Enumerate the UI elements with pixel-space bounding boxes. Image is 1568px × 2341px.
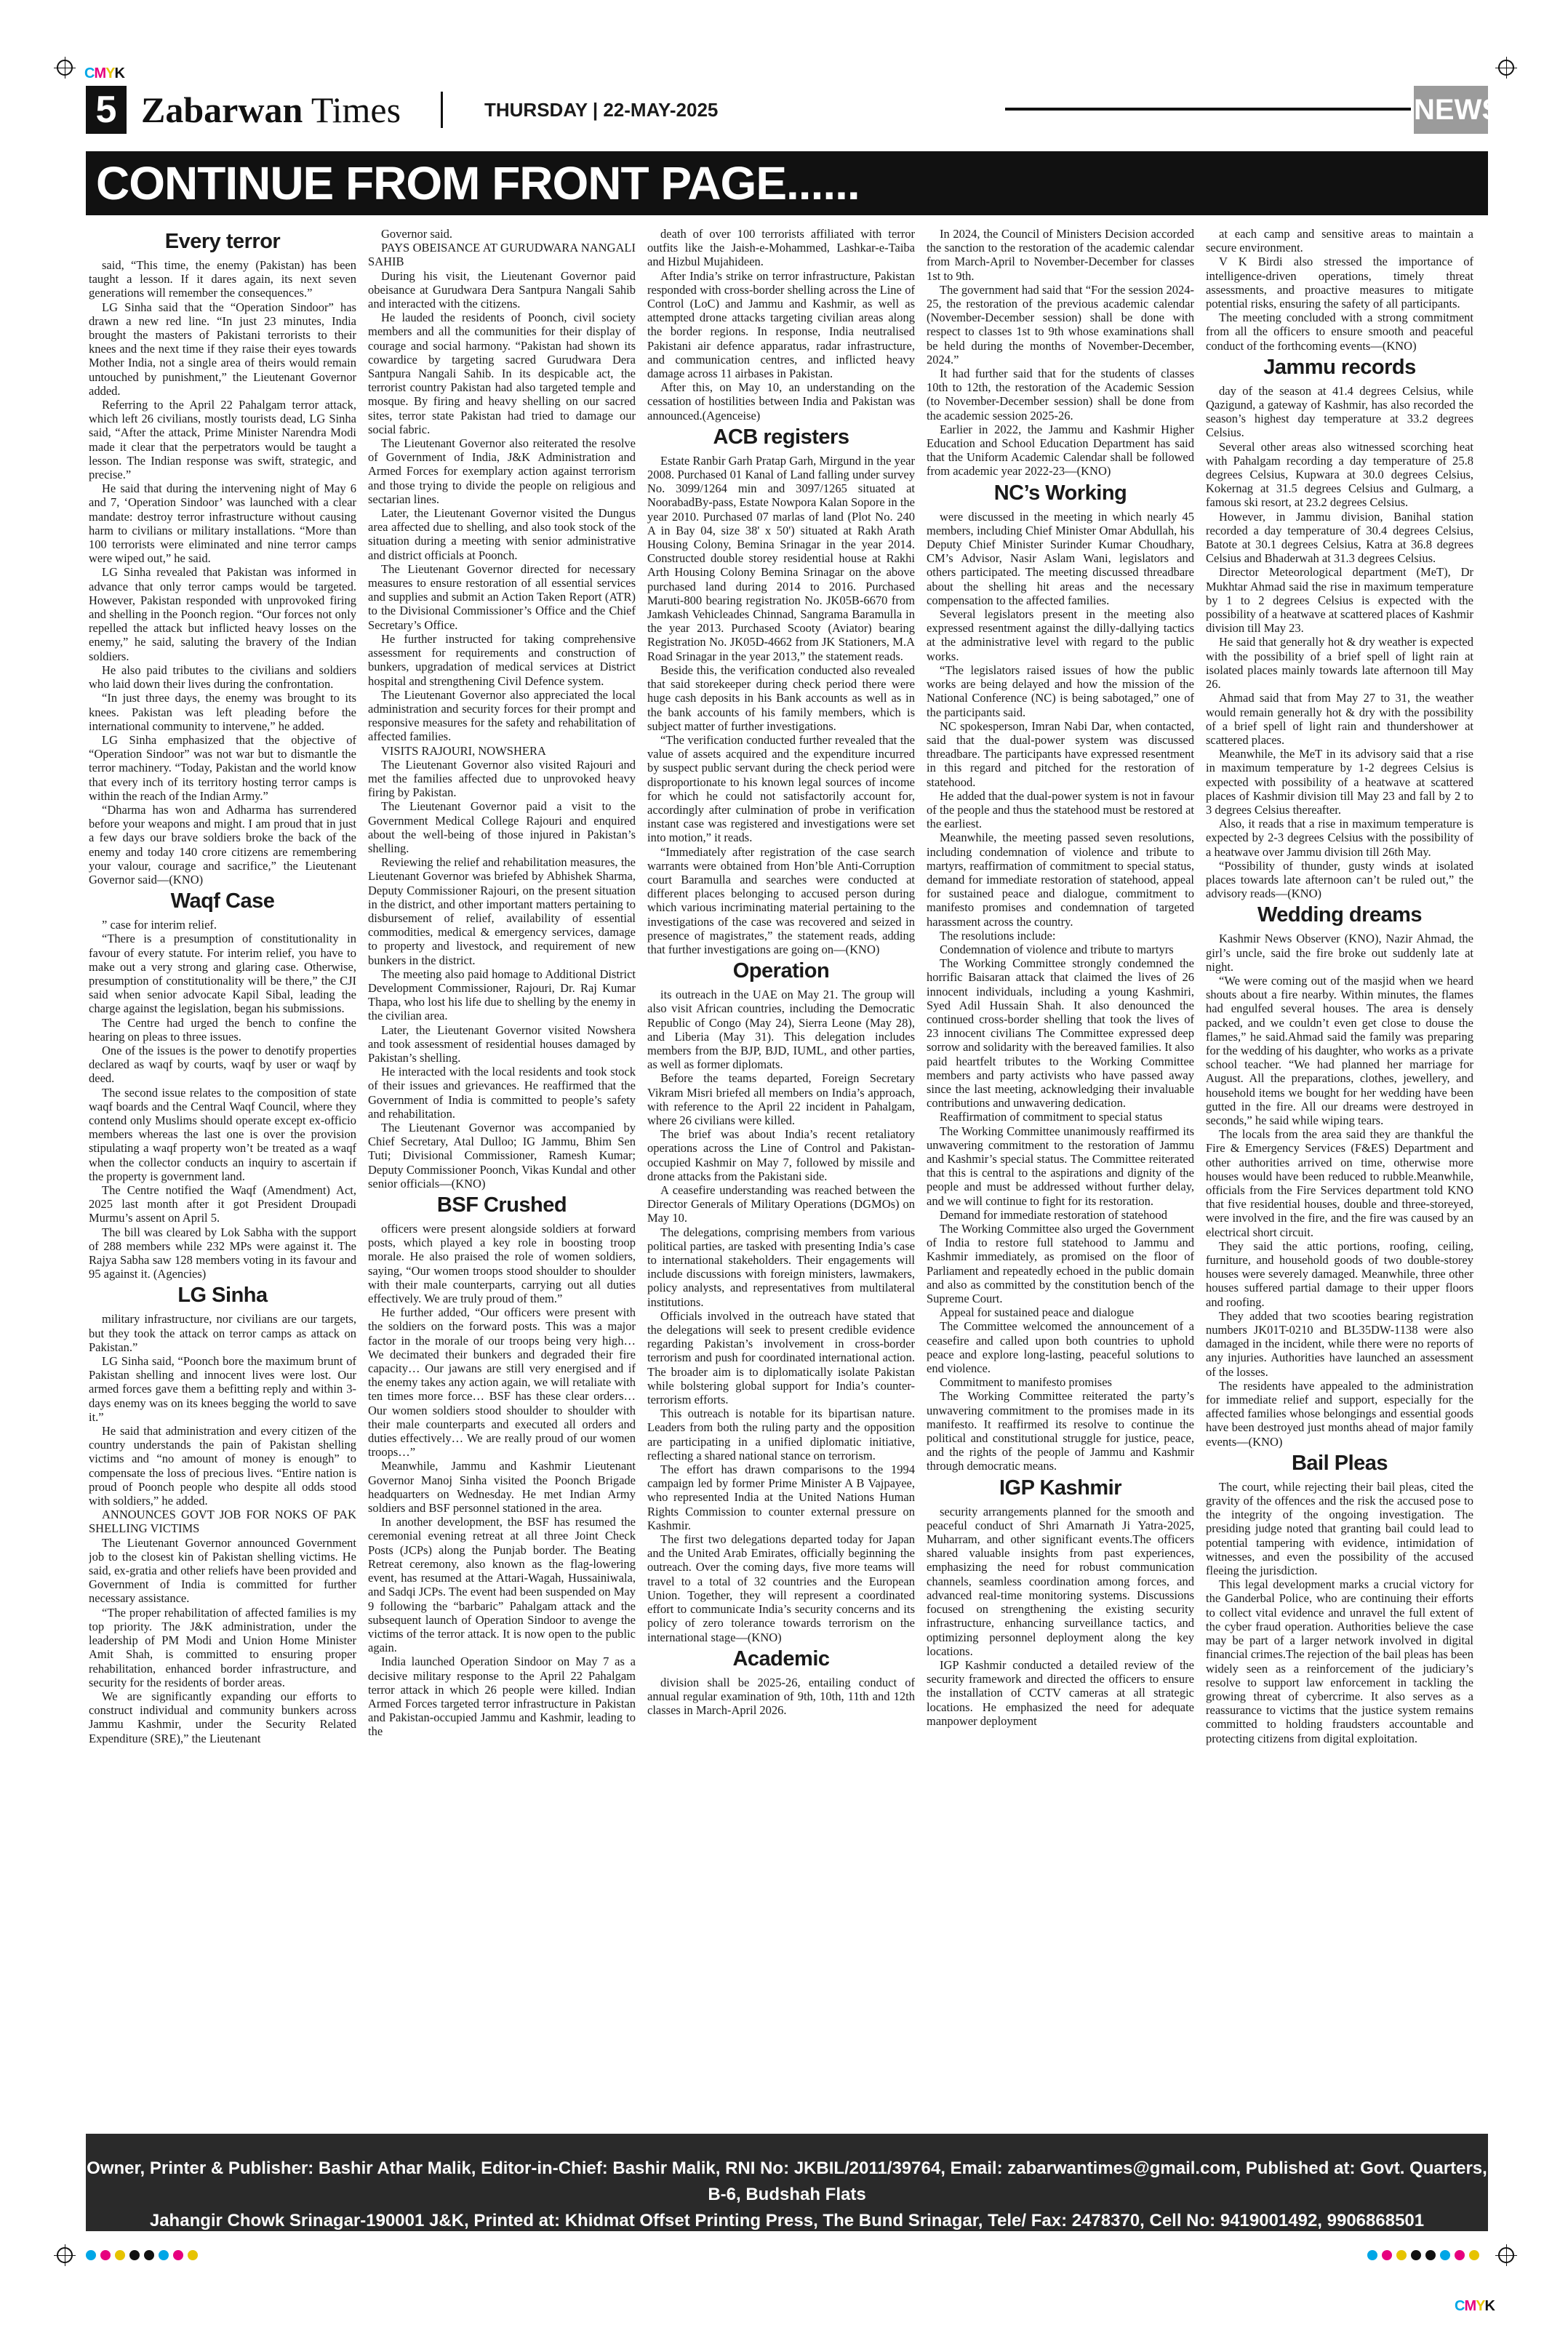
- article-paragraph: Demand for immediate restoration of statehood: [940, 1207, 1167, 1222]
- article-paragraph: India launched Operation Sindoor on May 7 as a decisive military response to the April 22 Pahalgam terror attack in which 26 people were killed. Indian Armed Forces targeted terror infrastructure in Pakistan and Pakistan-occupied Jammu and Kashmir, leading to the: [368, 1654, 636, 1739]
- article-paragraph: During his visit, the Lieutenant Governor paid obeisance at Gurudwara Dera Santpura Nangali Sahib and interacted with the citizens.: [368, 268, 636, 311]
- color-swatch: [100, 2250, 111, 2260]
- paper-name: Zabarwan Times: [141, 89, 401, 130]
- article-heading: IGP Kashmir: [999, 1476, 1122, 1500]
- article-paragraph: He further added, “Our officers were present with the soldiers on the forward posts. This was a major factor in the morale of our troops being very high… We decimated their bunkers and degraded their fire capacity… Our jawans are still very energised and if the enemy takes any action again, we will retaliate with ten times more force… BSF has these clear orders… Our women soldiers stood shoulder to shoulder with their male counterparts and executed all orders and duties effectively… We are really proud of our women troops…”: [368, 1305, 636, 1460]
- article-paragraph: The Lieutenant Governor paid a visit to the Government Medical College Rajouri and enquired about the well-being of those injured in Pakistan’s shelling.: [368, 799, 636, 855]
- article-heading: Operation: [732, 959, 830, 983]
- article-paragraph: “We were coming out of the masjid when we heard shouts about a fire nearby. Within minutes, the flames had engulfed several houses. The area is densely packed, and we couldn’t even get close to douse the flames,” he said.Ahmad said the family was preparing for the wedding of his daughter, who works as a private school teacher. “We had planned her marriage for August. All the preparations, clothes, jewellery, and household items we bought for her wedding have been gutted in the fire. All our dreams were destroyed in seconds,” he said while wiping tears.: [1206, 973, 1473, 1127]
- issue-date: 22-MAY-2025: [603, 99, 719, 121]
- article-paragraph: He said that administration and every citizen of the country understands the pain of Pakistan shelling victims and “no amount of money is enough” to compensate the loss of precious lives. “Entire nation is proud of Poonch people who despite all odds stood with soldiers,” he added.: [89, 1424, 356, 1508]
- article-paragraph: “The verification conducted further revealed that the value of assets acquired and the expenditure incurred by suspect public servant during the check period were disproportionate to his known legal sources of income for which he could not satisfactorily account for, accordingly after culmination of probe in verification instant case was registered and investigations were set into motion,” it reads.: [647, 732, 915, 845]
- article-paragraph: After India’s strike on terror infrastructure, Pakistan responded with cross-border shelling across the Line of Control (LoC) and Jammu and Kashmir, as well as attempted drone attacks targeting civilian areas along the border regions. In response, India neutralised Pakistani air defence apparatus, radar infrastructure, and communication centres, and inflicted heavy damage across 11 airbases in Pakistan.: [647, 268, 915, 381]
- article-paragraph: Governor said.: [381, 227, 453, 241]
- column-2: [368, 227, 636, 2124]
- article-paragraph: The bill was cleared by Lok Sabha with the support of 288 members while 232 MPs were against it. The Rajya Sabha saw 128 members voting in its favour and 95 against it. (Agencies): [89, 1225, 356, 1281]
- article-heading: Every terror: [164, 230, 281, 253]
- article-paragraph: The Lieutenant Governor also visited Rajouri and met the families affected due to unprovoked heavy firing by Pakistan.: [368, 757, 636, 800]
- article-paragraph: Later, the Lieutenant Governor visited Nowshera and took assessment of residential houses damaged by Pakistan’s shelling.: [368, 1023, 636, 1065]
- article-paragraph: He added that the dual-power system is not in favour of the people and thus the statehood must be restored at the earliest.: [927, 788, 1194, 831]
- article-paragraph: were discussed in the meeting in which nearly 45 members, including Chief Minister Omar Abdullah, his Deputy Chief Minister Surinder Kumar Choudhary, CM’s Advisor, Nasir Aslam Wani, legislators and others participated. The meeting discussed threadbare about the shelling hit areas and the necessary compensation to the affected families.: [927, 509, 1194, 607]
- article-paragraph: Appeal for sustained peace and dialogue: [940, 1305, 1135, 1320]
- article-paragraph: The Working Committee also urged the Government of India to restore full statehood to Jammu and Kashmir immediately, as promised on the floor of Parliament and repeatedly echoed in the public domain and also as committed by the constitution bench of the Supreme Court.: [927, 1222, 1194, 1306]
- article-paragraph: The court, while rejecting their bail pleas, cited the gravity of the offences and the risk the accused pose to the integrity of the ongoing investigation. The presiding judge noted that granting bail could lead to potential tampering with evidence, intimidation of witnesses, and even the possibility of the accused fleeing the jurisdiction.: [1206, 1479, 1473, 1578]
- article-heading: BSF Crushed: [436, 1193, 567, 1217]
- color-swatch: [129, 2250, 140, 2260]
- color-swatch: [1455, 2250, 1465, 2260]
- article-paragraph: Beside this, the verification conducted also revealed that said storekeeper during check period there were huge cash deposits in his Bank accounts as well as in the bank accounts of his family members, which is subject matter of further investigations.: [647, 663, 915, 733]
- page-number: 5: [86, 86, 127, 134]
- article-paragraph: Condemnation of violence and tribute to martyrs: [940, 942, 1174, 956]
- article-paragraph: Later, the Lieutenant Governor visited the Dungus area affected due to shelling, and also took stock of the situation during a meeting with senior administrative and district officials at Poonch.: [368, 506, 636, 562]
- registration-mark-icon: [57, 2247, 73, 2263]
- article-paragraph: military infrastructure, nor civilians are our targets, but they took the attack on terror camps as attack on Pakistan.”: [89, 1312, 356, 1354]
- registration-mark-icon: [1498, 60, 1514, 76]
- article-paragraph: The second issue relates to the composition of state waqf boards and the Central Waqf Council, where they contend only Muslims should operate except ex-officio members whereas the last one is over the provision stipulating a waqf property won’t be treated as a waqf when the collector conducts an inquiry to ascertain if the property is government land.: [89, 1085, 356, 1183]
- article-paragraph: The Working Committee reiterated the party’s unwavering commitment to the promises made in its manifesto. It reaffirmed its resolve to continue the political and constitutional struggle for justice, peace, and the rights of the people of Jammu and Kashmir through democratic means.: [927, 1389, 1194, 1473]
- color-swatch: [144, 2250, 154, 2260]
- article-paragraph: The Lieutenant Governor announced Government job to the closest kin of Pakistan shelling victims. He said, ex-gratia and other reliefs have been provided and Government of India is committed for further necessary assistance.: [89, 1535, 356, 1606]
- article-paragraph: The Centre had urged the bench to confine the hearing on pleas to three issues.: [89, 1015, 356, 1044]
- article-paragraph: They said the attic portions, roofing, ceiling, furniture, and household goods of two double-storey houses were severely damaged. Meanwhile, three other houses suffered partial damage to their upper floors and roofing.: [1206, 1238, 1473, 1309]
- article-paragraph: The Lieutenant Governor directed for necessary measures to ensure restoration of all essential services and supplies and submit an Action Taken Report (ATR) to the Divisional Commissioner’s Office and the Chief Secretary’s Office.: [368, 561, 636, 632]
- article-paragraph: The Lieutenant Governor also reiterated the resolve of Government of India, J&K Administration and Armed Forces for exemplary action against terrorism and those trying to divide the people on religious and sectarian lines.: [368, 436, 636, 506]
- article-paragraph: Officials involved in the outreach have stated that the delegations will seek to present credible evidence regarding Pakistan’s involvement in cross-border terrorism and push for coordinated international action. The broader aim is to diplomatically isolate Pakistan while bolstering global support for India’s counter-terrorism efforts.: [647, 1308, 915, 1407]
- article-paragraph: “The proper rehabilitation of affected families is my top priority. The J&K administration, under the leadership of PM Modi and Union Home Minister Amit Shah, is committed to ensuring proper rehabilitation, enhanced border infrastructure, and security for the residents of border areas.: [89, 1605, 356, 1689]
- color-swatch: [1425, 2250, 1436, 2260]
- article-paragraph: The effort has drawn comparisons to the 1994 campaign led by former Prime Minister A B Vajpayee, who represented India at the United Nations Human Rights Commission to counter external pressure on Kashmir.: [647, 1462, 915, 1532]
- article-paragraph: This outreach is notable for its bipartisan nature. Leaders from both the ruling party and the opposition are participating in a unified diplomatic initiative, reflecting a shared national stance on terrorism.: [647, 1406, 915, 1462]
- masthead: [86, 86, 1501, 134]
- article-paragraph: said, “This time, the enemy (Pakistan) has been taught a lesson. If it dares again, its next seven generations will remember the consequences.”: [89, 258, 356, 300]
- article-paragraph: IGP Kashmir conducted a detailed review of the security framework and directed the officers to ensure the installation of CCTV cameras at all strategic locations. He emphasized the need for adequate manpower deployment: [927, 1657, 1194, 1728]
- article-paragraph: A ceasefire understanding was reached between the Director Generals of Military Operations (DGMOs) on May 10.: [647, 1183, 915, 1225]
- article-heading: Wedding dreams: [1257, 903, 1423, 927]
- article-paragraph: death of over 100 terrorists affiliated with terror outfits like the Jaish-e-Mohammed, Lashkar-e-Taiba and Hizbul Mujahideen.: [647, 227, 915, 269]
- article-paragraph: “The legislators raised issues of how the public works are being delayed and how the mission of the National Conference (NC) is being sabotaged,” one of the participants said.: [927, 663, 1194, 719]
- issue-day: THURSDAY: [484, 99, 588, 121]
- registration-mark-icon: [1498, 2247, 1514, 2263]
- article-paragraph: “There is a presumption of constitutionality in favour of every statute. For interim relief, you have to make out a very strong and glaring case. Otherwise, presumption of constitutionality will be there,” the CJI said when senior advocate Kapil Sibal, leading the charge against the legislation, began his submissions.: [89, 932, 356, 1016]
- article-heading: ACB registers: [713, 425, 849, 449]
- column-5: [1206, 227, 1473, 2124]
- article-paragraph: Several other areas also witnessed scorching heat with Pahalgam recording a day temperature of 25.8 degrees Celsius, Kupwara at 30.0 degrees Celsius, Kokernag at 31.5 degrees Celsius and Gulmarg, a famous ski resort, at 23.2 degrees Celsius.: [1206, 439, 1473, 510]
- article-paragraph: The Committee welcomed the announcement of a ceasefire and called upon both countries to uphold peace and explore long-lasting, peaceful solutions to end violence.: [927, 1319, 1194, 1376]
- masthead-divider: [441, 92, 443, 128]
- article-paragraph: its outreach in the UAE on May 21. The group will also visit African countries, including the Democratic Republic of Congo (May 24), Sierra Leone (May 28), and Liberia (May 31). This delegation includes members from the BJP, BJD, IUML, and other parties, as well as former diplomats.: [647, 988, 915, 1072]
- article-paragraph: However, in Jammu division, Banihal station recorded a day temperature of 30.4 degrees Celsius, Batote at 30.1 degrees Celsius, Katra at 36.8 degrees Celsius and Bhaderwah at 31.3 degrees Celsius.: [1206, 509, 1473, 566]
- article-paragraph: “Possibility of thunder, gusty winds at isolated places towards late afternoon can’t be ruled out,” the advisory reads—(KNO): [1206, 858, 1473, 901]
- article-paragraph: Kashmir News Observer (KNO), Nazir Ahmad, the girl’s uncle, said the fire broke out suddenly late at night.: [1206, 932, 1473, 974]
- column-3: [647, 227, 915, 2124]
- article-paragraph: PAYS OBEISANCE AT GURUDWARA NANGALI SAHIB: [368, 241, 636, 269]
- article-heading: NC’s Working: [993, 481, 1127, 505]
- article-paragraph: Meanwhile, the MeT in its advisory said that a rise in maximum temperature by 1-2 degrees Celsius is expected with possibility of a heatwave at scattered places of Kashmir division till May 23 and fall by 2 to 3 degrees Celsius thereafter.: [1206, 747, 1473, 817]
- article-paragraph: Meanwhile, the meeting passed seven resolutions, including condemnation of violence and tribute to martyrs, reaffirmation of commitment to special status, demand for immediate restoration of statehood, appeal for sustained peace and dialogue, commitment to manifesto promises and condemnation of targeted harassment across the country.: [927, 831, 1194, 929]
- article-paragraph: Several legislators present in the meeting also expressed resentment against the dilly-dallying tactics at the administrative level with regard to the public works.: [927, 607, 1194, 663]
- article-paragraph: We are significantly expanding our efforts to construct individual and community bunkers across Jammu Kashmir, under the Security Related Expenditure (SRE),” the Lieutenant: [89, 1689, 356, 1745]
- article-paragraph: Earlier in 2022, the Jammu and Kashmir Higher Education and School Education Department has said that the Uniform Academic Calendar shall be followed from academic year 2022-23—(KNO): [927, 422, 1194, 479]
- article-paragraph: ANNOUNCES GOVT JOB FOR NOKS OF PAK SHELLING VICTIMS: [89, 1508, 356, 1536]
- article-heading: LG Sinha: [177, 1284, 268, 1308]
- article-paragraph: Director Meteorological department (MeT), Dr Mukhtar Ahmad said the rise in maximum temperature by 1 to 2 degrees Celsius is expected with the possibility of a heatwave at scattered places of Kashmir division till May 23.: [1206, 565, 1473, 636]
- article-paragraph: The brief was about India’s recent retaliatory operations across the Line of Control and Pakistan-occupied Kashmir on May 7, followed by missile and drone attacks from the Pakistani side.: [647, 1127, 915, 1183]
- article-paragraph: The meeting concluded with a strong commitment from all the officers to ensure smooth and peaceful conduct of the forthcoming events—(KNO): [1206, 311, 1473, 353]
- article-paragraph: The resolutions include:: [940, 928, 1056, 943]
- article-paragraph: Estate Ranbir Garh Pratap Garh, Mirgund in the year 2008. Purchased 01 Kanal of Land falling under survey No. 3099/1264 min and 3097/1265 situated at NoorabadBy-pass, Estate Nowpora Kalan Sopore in the year 2010. Purchased 07 marlas of land (Plot No. 240 A in Bay 04, size 38' x 50') situated at Rakh Arath Housing Colony, Bemina Srinagar in the year 2014. Constructed double storey residential house at Rakhi Arth Housing Colony Bemina Srinagar on the above purchased land during 2014 to 2016. Purchased Maruti-800 bearing registration No. JK05B-6670 from Jamkash Vehicleades Chinnad, Sangrama Baramulla in the year 2013. Purchased Scooty (Aviator) bearing Registration No. JK05D-4662 from JK Stationers, M.A Road Srinagar in the year 2013,” the statement reads.: [647, 453, 915, 663]
- article-heading: Academic: [732, 1646, 830, 1670]
- article-paragraph: day of the season at 41.4 degrees Celsius, while Qazigund, a gateway of Kashmir, has also recorded the season’s highest day temperature at 33.2 degrees Celsius.: [1206, 383, 1473, 440]
- article-paragraph: LG Sinha said that the “Operation Sindoor” has drawn a new red line. “In just 23 minutes, India brought the masters of Pakistani terrorists to their knees and the next time if they raise their eyes towards Mother India, not a single area of theirs would remain untouched by punishment,” the Lieutenant Governor added.: [89, 300, 356, 398]
- color-swatch: [1440, 2250, 1450, 2260]
- cmyk-mark-bottom: CMYK: [1455, 2298, 1495, 2314]
- article-paragraph: The delegations, comprising members from various political parties, are tasked with presenting India’s case to international stakeholders. Their engagements will include discussions with foreign ministers, lawmakers, policy analysts, and representatives from multilateral institutions.: [647, 1225, 915, 1309]
- article-paragraph: The Working Committee strongly condemned the horrific Baisaran attack that claimed the lives of 26 innocent individuals, including a young Kashmiri, Syed Adil Hussain Shah. It also denounced the continued cross-border shelling that took the lives of 23 innocent civilians The Committee expressed deep sorrow and solidarity with the bereaved families. It also paid heartfelt tributes to the Working Committee members and party activists who have passed away since the last meeting, acknowledging their invaluable contributions and unwavering dedication.: [927, 956, 1194, 1111]
- article-paragraph: He interacted with the local residents and took stock of their issues and grievances. He reaffirmed that the Government of India is committed to people’s safety and rehabilitation.: [368, 1065, 636, 1121]
- color-swatch: [1396, 2250, 1407, 2260]
- article-paragraph: The Working Committee unanimously reaffirmed its unwavering commitment to the restoration of Jammu and Kashmir’s special status. The Committee reiterated that this is central to the aspirations and dignity of the people and must be addressed without further delay, and we will continue to fight for its restoration.: [927, 1124, 1194, 1208]
- article-heading: Waqf Case: [170, 889, 275, 913]
- article-paragraph: “Immediately after registration of the case search warrants were obtained from Hon’ble Anti-Corruption court Baramulla and searches were conducted at different places belonging to accused person during which various incriminating material pertaining to the investigations of the case was recovered and seized in presence of magistrates,” the statement reads, adding that further investigations are going on—(KNO): [647, 844, 915, 956]
- article-paragraph: The first two delegations departed today for Japan and the United Arab Emirates, officially beginning the outreach. Over the coming days, five more teams will travel to a total of 32 countries and the European Union. Together, they will represent a coordinated effort to communicate India’s security concerns and its policy of zero tolerance towards terrorism on the international stage—(KNO): [647, 1532, 915, 1644]
- article-paragraph: LG Sinha said, “Poonch bore the maximum brunt of Pakistan shelling and innocent lives were lost. Our armed forces gave them a befitting reply and within 3-days enemy was on its knees begging the world to save it.”: [89, 1354, 356, 1424]
- article-paragraph: He also paid tributes to the civilians and soldiers who laid down their lives during the confrontation.: [89, 663, 356, 692]
- article-paragraph: Commitment to manifesto promises: [940, 1375, 1112, 1390]
- color-swatch: [173, 2250, 183, 2260]
- article-paragraph: Before the teams departed, Foreign Secretary Vikram Misri briefed all members on India’s approach, with reference to the April 22 incident in Pahalgam, where 26 civilians were killed.: [647, 1071, 915, 1127]
- article-paragraph: division shall be 2025-26, entailing conduct of annual regular examination of 9th, 10th, 11th and 12th classes in March-April 2026.: [647, 1675, 915, 1718]
- article-paragraph: The Centre notified the Waqf (Amendment) Act, 2025 last month after it got President Droupadi Murmu’s assent on April 5.: [89, 1183, 356, 1225]
- article-paragraph: “Dharma has won and Adharma has surrendered before your weapons and might. I am proud that in just a few days our brave soldiers broke the back of the enemy and today 140 crore citizens are remembering your valour, courage and sacrifice,” the Lieutenant Governor said—(KNO): [89, 802, 356, 887]
- article-paragraph: Reviewing the relief and rehabilitation measures, the Lieutenant Governor was briefed by Abhishek Sharma, Deputy Commissioner Rajouri, on the present situation in the district, and other important matters pertaining to disbursement of relief, availability of essential commodities, medical & emergency services, damage to property and livestock, and requirement of new bunkers in the district.: [368, 855, 636, 967]
- color-swatch: [159, 2250, 169, 2260]
- article-paragraph: The Lieutenant Governor also appreciated the local administration and security forces for their prompt and responsive measures for the safety and rehabilitation of affected families.: [368, 687, 636, 744]
- article-paragraph: Also, it reads that a rise in maximum temperature is expected by 2-3 degrees Celsius with the possibility of a heatwave over Jammu division till 26th May.: [1206, 817, 1473, 859]
- article-paragraph: He further instructed for taking comprehensive assessment for requirements and construction of bunkers, upgradation of medical services at District hospital and strengthening Civil Defence system.: [368, 631, 636, 688]
- imprint-line-1: Owner, Printer & Publisher: Bashir Athar Malik, Editor-in-Chief: Bashir Malik, RNI No: JKBIL/2011/39764, Email: zabarwantimes@gmail.com, Published at: Govt. Quarters, B-6, Budshah Flats: [87, 2158, 1487, 2204]
- dateline: THURSDAY | 22-MAY-2025: [484, 99, 719, 121]
- article-paragraph: Referring to the April 22 Pahalgam terror attack, which left 26 civilians, mostly tourists dead, LG Sinha said, “After the attack, Prime Minister Narendra Modi made it clear that the perpetrators would be taught a lesson. The Indian response was swift, strategic, and precise.”: [89, 398, 356, 482]
- article-paragraph: at each camp and sensitive areas to maintain a secure environment.: [1206, 227, 1473, 255]
- page-banner: CONTINUE FROM FRONT PAGE......: [86, 151, 1488, 215]
- article-paragraph: This legal development marks a crucial victory for the Ganderbal Police, who are continuing their efforts to collect vital evidence and unravel the full extent of the cyber fraud operation. Authorities believe the case may be part of a larger network involved in digital financial crimes.The rejection of the bail pleas has been widely seen as a reinforcement of the judiciary’s resolve to support law enforcement in tackling the growing threat of cybercrime. It also serves as a reassurance to victims that the justice system remains committed to holding fraudsters accountable and protecting citizens from digital exploitation.: [1206, 1577, 1473, 1745]
- article-paragraph: ” case for interim relief.: [102, 918, 217, 932]
- registration-mark-icon: [57, 60, 73, 76]
- article-paragraph: After this, on May 10, an understanding on the cessation of hostilities between India and Pakistan was announced.(Agenceise): [647, 380, 915, 423]
- article-paragraph: security arrangements planned for the smooth and peaceful conduct of Shri Amarnath Ji Yatra-2025, Muharram, and other significant events.The officers shared valuable insights from past experiences, emphasizing the need for robust communication channels, seamless coordination among forces, and advanced real-time monitoring systems. Discussions focused on strengthening the existing security infrastructure, enhancing surveillance tactics, and optimizing personnel deployment along the key locations.: [927, 1504, 1194, 1658]
- article-paragraph: LG Sinha emphasized that the objective of “Operation Sindoor” was not war but to dismantle the terror machinery. “Today, Pakistan and the world know that every inch of its territory hosting terror camps is within the reach of the Indian Army.”: [89, 732, 356, 803]
- color-swatch: [1411, 2250, 1421, 2260]
- article-paragraph: It had further said that for the students of classes 10th to 12th, the restoration of the Academic Session (to November-December session) shall be done from the academic session 2025-26.: [927, 367, 1194, 423]
- article-paragraph: The residents have appealed to the administration for immediate relief and support, especially for the affected families whose belongings and essential goods have been destroyed just months ahead of major family events—(KNO): [1206, 1378, 1473, 1449]
- imprint-footer: [86, 2134, 1488, 2231]
- article-paragraph: He said that during the intervening night of May 6 and 7, ‘Operation Sindoor’ was launched with a clear mandate: destroy terror infrastructure without causing harm to civilians or military installations. “More than 100 terrorists were eliminated and nine terror camps were wiped out,” he said.: [89, 481, 356, 566]
- imprint-line-2: Jahangir Chowk Srinagar-190001 J&K, Printed at: Khidmat Offset Printing Press, The Bund Srinagar, Tele/ Fax: 2478370, Cell No: 9419001492, 9906868501: [149, 2211, 1425, 2230]
- article-paragraph: officers were present alongside soldiers at forward posts, which played a key role in boosting troop morale. He also praised the role of women soldiers, saying, “Our women troops stood shoulder to shoulder with their male counterparts, carrying out all duties effectively. We are truly proud of them.”: [368, 1222, 636, 1306]
- article-paragraph: Ahmad said that from May 27 to 31, the weather would remain generally hot & dry with the possibility of a brief spell of light rain and thundershower at scattered places.: [1206, 691, 1473, 747]
- color-swatch: [86, 2250, 96, 2260]
- color-swatch: [115, 2250, 125, 2260]
- cmyk-mark-top: CMYK: [84, 65, 124, 81]
- article-paragraph: Reaffirmation of commitment to special status: [940, 1110, 1163, 1124]
- article-paragraph: They added that two scooties bearing registration numbers JK01T-0210 and BL35DW-1138 were also damaged in the incident, while there were no reports of any injuries. Authorities have launched an assessment of the losses.: [1206, 1308, 1473, 1379]
- section-rule: [1005, 108, 1411, 111]
- color-swatch: [1382, 2250, 1392, 2260]
- article-paragraph: LG Sinha revealed that Pakistan was informed in advance that only terror camps would be targeted. However, Pakistan responded with unprovoked firing and shelling in the Poonch region. “Our forces not only repelled the attack but inflicted heavy losses on the enemy,” he said, saluting the bravery of the Indian soldiers.: [89, 565, 356, 663]
- article-paragraph: He lauded the residents of Poonch, civil society members and all the communities for their display of courage and social harmony. “Pakistan had shown its cowardice by targeting sacred Gurudwara Dera Santpura Nangali Sahib. In its despicable act, the terrorist country Pakistan had also targeted temple and mosque. By firing and heavy shelling on our sacred sites, terror state Pakistan had tried to damage our social fabric.: [368, 311, 636, 436]
- article-paragraph: The government had said that “For the session 2024-25, the restoration of the previous academic calendar (November-December session) shall be done with respect to classes 1st to 9th whose examinations shall be held during the months of November-December, 2024.”: [927, 282, 1194, 367]
- article-paragraph: “In just three days, the enemy was brought to its knees. Pakistan was left pleading before the international community to intervene,” he added.: [89, 691, 356, 733]
- article-paragraph: The meeting also paid homage to Additional District Development Commissioner, Rajouri, Dr. Raj Kumar Thapa, who lost his life due to shelling by the enemy in the civilian area.: [368, 967, 636, 1023]
- article-paragraph: He said that generally hot & dry weather is expected with the possibility of a brief spell of light rain at isolated places mainly towards late afternoon till May 26.: [1206, 635, 1473, 692]
- article-paragraph: One of the issues is the power to denotify properties declared as waqf by courts, waqf by user or waqf by deed.: [89, 1043, 356, 1086]
- color-swatch: [188, 2250, 198, 2260]
- article-paragraph: Meanwhile, Jammu and Kashmir Lieutenant Governor Manoj Sinha visited the Poonch Brigade headquarters on Wednesday. He met Indian Army soldiers and BSF personnel stationed in the area.: [368, 1459, 636, 1516]
- article-heading: Bail Pleas: [1291, 1451, 1388, 1475]
- article-paragraph: The Lieutenant Governor was accompanied by Chief Secretary, Atal Dulloo; IG Jammu, Bhim Sen Tuti; Divisional Commissioner, Ramesh Kumar; Deputy Commissioner Poonch, Vikas Kundal and other senior officials—(KNO): [368, 1121, 636, 1190]
- column-4: [927, 227, 1194, 2124]
- article-paragraph: V K Birdi also stressed the importance of intelligence-driven operations, timely threat assessments, and proactive measures to mitigate potential risks, ensuring the safety of all participants.: [1206, 255, 1473, 311]
- article-paragraph: VISITS RAJOURI, NOWSHERA: [381, 743, 546, 758]
- article-paragraph: In 2024, the Council of Ministers Decision accorded the sanction to the restoration of the academic calendar from March-April to November-December for classes 1st to 9th.: [927, 227, 1194, 283]
- color-swatch: [1367, 2250, 1377, 2260]
- article-paragraph: NC spokesperson, Imran Nabi Dar, when contacted, said that the dual-power system was discussed threadbare. The participants have expressed resentment in this regard and pitched for the restoration of statehood.: [927, 719, 1194, 789]
- article-heading: Jammu records: [1263, 355, 1416, 379]
- section-label: NEWS: [1414, 86, 1488, 134]
- column-1: [89, 227, 356, 2124]
- color-swatch: [1469, 2250, 1479, 2260]
- article-paragraph: In another development, the BSF has resumed the ceremonial evening retreat at all three Joint Check Posts (JCPs) along the Punjab border. The Beating Retreat ceremony, also known as the flag-lowering event, has resumed at the Attari-Wagah, Hussainiwala, and Sadqi JCPs. The event had been suspended on May 9 following the “barbaric” Pahalgam attack and the subsequent launch of Operation Sindoor to avenge the victims of the terror attack. It is now open to the public again.: [368, 1515, 636, 1655]
- article-paragraph: The locals from the area said they are thankful the Fire & Emergency Services (F&ES) Department and other authorities arrived on time, otherwise more houses would have been reduced to rubble.Meanwhile, officials from the Fire Services department told KNO that five residential houses, double and three-storeyed, were involved in the fire, and the fire was caused by an electrical short circuit.: [1206, 1127, 1473, 1239]
